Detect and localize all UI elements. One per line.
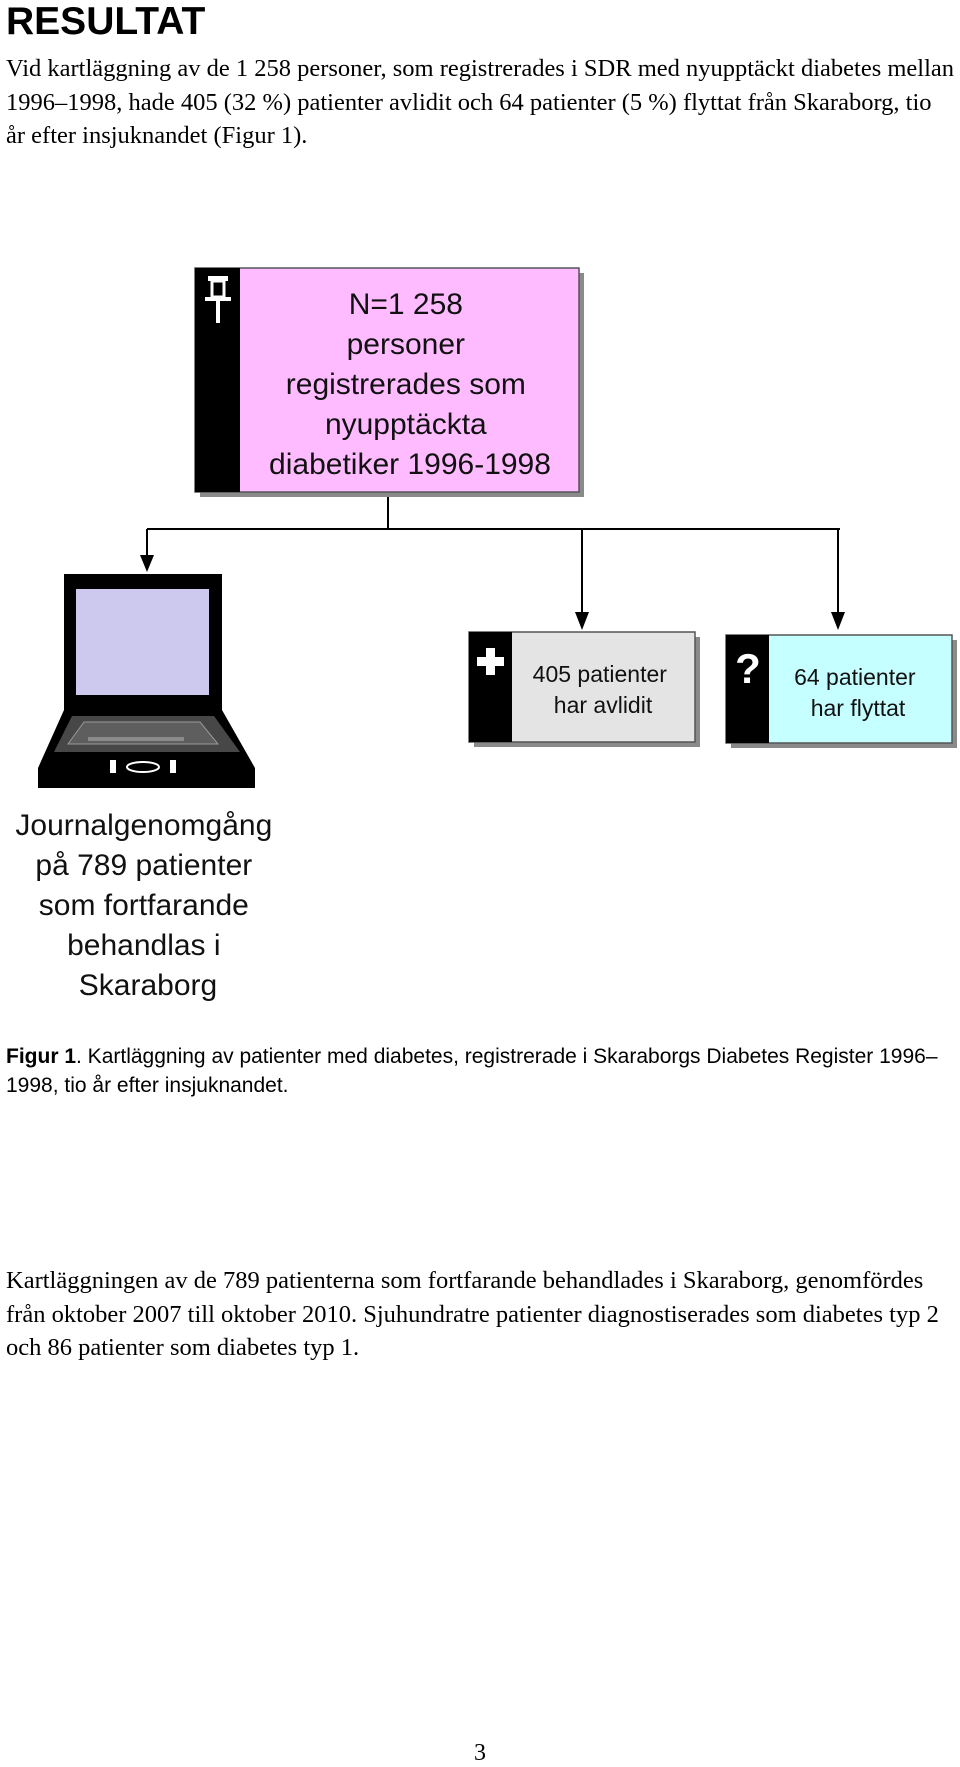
- top-box-line: personer: [346, 328, 466, 361]
- review-line: behandlas i: [67, 929, 221, 962]
- journal-review-label: [15, 809, 280, 1002]
- caption-label: Figur 1: [6, 1045, 77, 1068]
- deceased-box-line: har avlidit: [553, 692, 653, 718]
- review-line: Skaraborg: [78, 969, 218, 1002]
- moved-box: [726, 635, 957, 748]
- top-box-line: diabetiker 1996-1998: [269, 448, 551, 481]
- arrowheads: [140, 555, 845, 630]
- laptop-icon: [38, 574, 255, 788]
- top-box-line: nyupptäckta: [324, 408, 487, 441]
- connector-lines: [147, 497, 840, 614]
- top-box-line: registrerades som: [285, 368, 526, 401]
- top-box: [195, 268, 584, 497]
- intro-paragraph: Vid kartläggning av de 1 258 personer, som registrerades i SDR med nyupptäckt diabetes mellan 1996–1998, hade 405 (32 %) patienter avlidit och 64 patienter (5 %) flyttat från Skaraborg, tio år efter insjuknandet (Figur 1).: [6, 55, 955, 149]
- top-box-line: N=1 258: [348, 288, 463, 321]
- figure-caption: [6, 1042, 946, 1100]
- question-mark-icon: ?: [735, 645, 761, 692]
- arrow-to-moved: [831, 612, 845, 630]
- section-heading: RESULTAT: [6, 0, 206, 43]
- review-line: som fortfarande: [38, 889, 249, 922]
- svg-text:Journalgenomgång på 789: [15, 809, 280, 1002]
- caption-text: . Kartläggning av patienter med diabetes, registrerade i Skaraborgs Diabetes Register 1996–1998, tio år efter insjuknandet.: [6, 1045, 938, 1097]
- review-line: Journalgenomgång: [15, 809, 273, 842]
- arrow-to-review: [140, 555, 154, 572]
- second-paragraph: Kartläggningen av de 789 patienterna som fortfarande behandlades i Skaraborg, genomfördes från oktober 2007 till oktober 2010. Sjuhundratre patienter diagnostiserades som diabetes typ 2 och 86 patienter som diabetes typ 1.: [6, 1267, 939, 1361]
- arrow-to-deceased: [575, 612, 589, 630]
- review-line: på 789 patienter: [35, 849, 253, 882]
- moved-box-line: 64 patienter: [794, 664, 916, 690]
- deceased-box-line: 405 patienter: [532, 661, 667, 687]
- page-number: 3: [474, 1740, 486, 1766]
- deceased-box: [469, 632, 700, 747]
- moved-box-line: har flyttat: [810, 695, 906, 721]
